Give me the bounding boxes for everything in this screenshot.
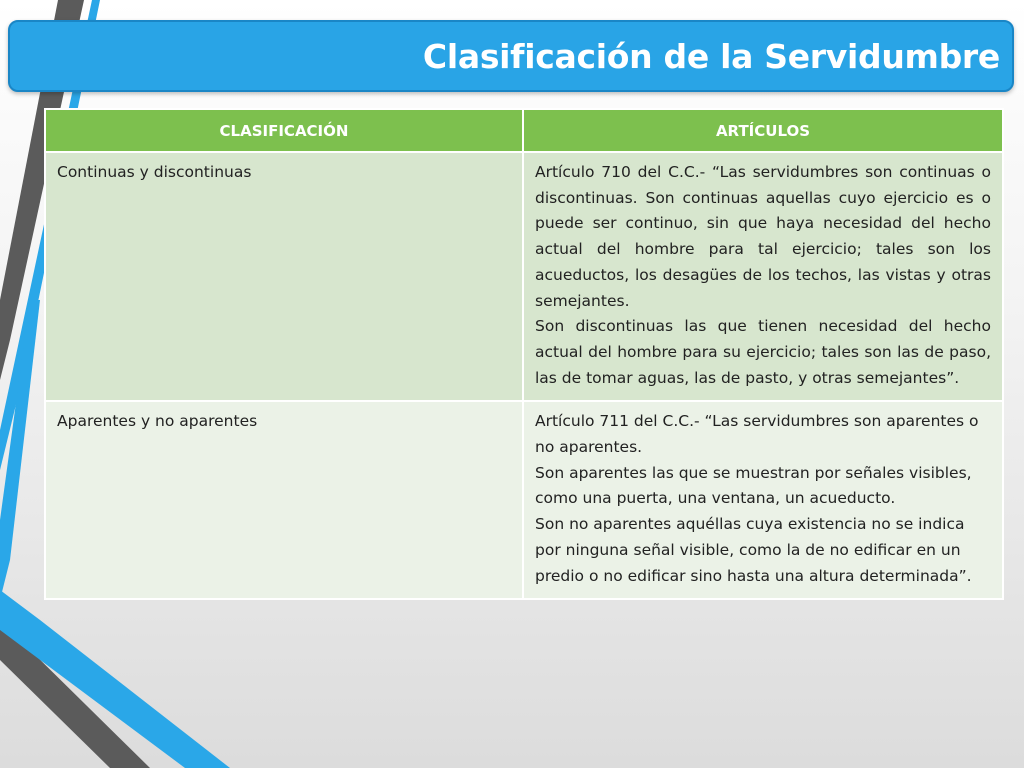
article-paragraph: Son aparentes las que se muestran por señales visibles, como una puerta, una ventana, un acueducto.	[535, 463, 972, 508]
cell-classification: Aparentes y no aparentes	[45, 401, 523, 599]
table-row	[45, 401, 1003, 599]
title-banner	[8, 20, 1014, 92]
table-header-row	[45, 109, 1003, 152]
cell-article	[523, 152, 1003, 401]
article-paragraph: Artículo 711 del C.C.- “Las servidumbres son aparentes o no aparentes.	[535, 412, 979, 457]
slide-title: Clasificación de la Servidumbre	[422, 37, 1000, 76]
classification-table-container	[44, 108, 998, 600]
header-articulos: ARTÍCULOS	[523, 109, 1003, 152]
header-clasificacion: CLASIFICACIÓN	[45, 109, 523, 152]
article-paragraph: Son no aparentes aquéllas cuya existencia no se indica por ninguna señal visible, como la de no edificar en un predio o no edificar sino hasta una altura determinada”.	[535, 515, 972, 585]
cell-classification: Continuas y discontinuas	[45, 152, 523, 401]
article-paragraph: Son discontinuas las que tienen necesidad del hecho actual del hombre para su ejercicio; tales son las de paso, las de tomar aguas, las de pasto, y otras semejantes”.	[535, 317, 991, 387]
cell-article	[523, 401, 1003, 599]
article-paragraph: Artículo 710 del C.C.- “Las servidumbres son continuas o discontinuas. Son continuas aquellas cuyo ejercicio es o puede ser continuo, sin que haya necesidad del hecho actual del hombre para tal ejercicio; tales son los acueductos, los desagües de los techos, las vistas y otras semejantes.	[535, 163, 991, 310]
table-row	[45, 152, 1003, 401]
classification-table	[44, 108, 1004, 600]
